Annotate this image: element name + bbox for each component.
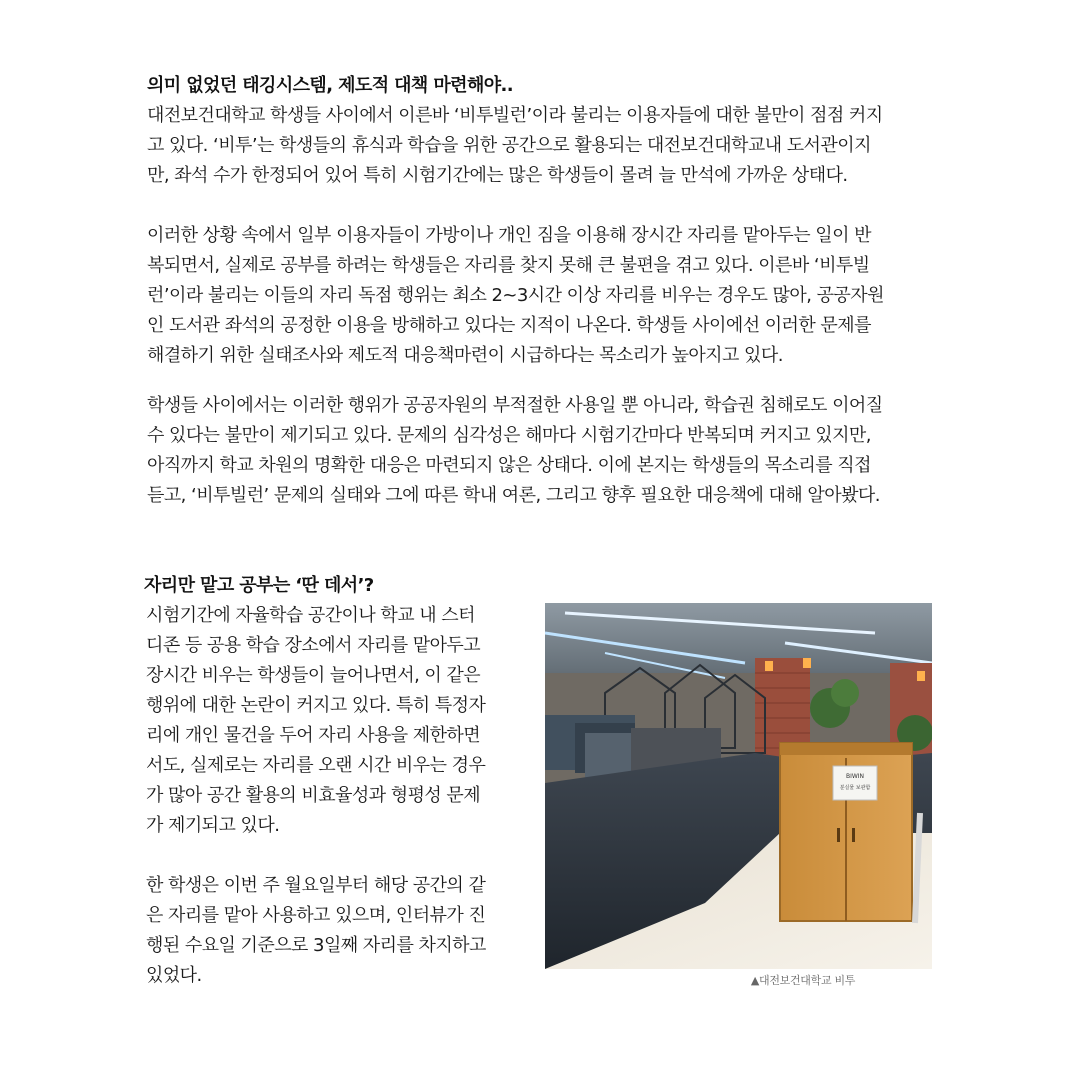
paragraph-line: 수 있다는 불만이 제기되고 있다. 문제의 심각성은 해마다 시험기간마다 반복되며 커지고 있지만, <box>147 425 871 446</box>
paragraph-line: 대전보건대학교 학생들 사이에서 이른바 ‘비투빌런’이라 불리는 이용자들에 대한 불만이 점점 커지 <box>147 105 883 126</box>
paragraph-line: 만, 좌석 수가 한정되어 있어 특히 시험기간에는 많은 학생들이 몰려 늘 만석에 가까운 상태다. <box>147 165 848 186</box>
paragraph-line: 장시간 비우는 학생들이 늘어나면서, 이 같은 <box>146 665 481 686</box>
section-heading-tagging-system: 의미 없었던 태깅시스템, 제도적 대책 마련해야.. <box>147 75 514 96</box>
paragraph-line: 학생들 사이에서는 이러한 행위가 공공자원의 부적절한 사용일 뿐 아니라, 학습권 침해로도 이어질 <box>147 395 883 416</box>
photo-caption: ▲대전보건대학교 비투 <box>750 974 856 987</box>
paragraph-line: 행위에 대한 논란이 커지고 있다. 특히 특정자 <box>146 695 486 716</box>
paragraph-line: 리에 개인 물건을 두어 자리 사용을 제한하면 <box>146 725 481 746</box>
paragraph-line: 한 학생은 이번 주 월요일부터 해당 공간의 같 <box>146 875 486 896</box>
paragraph-line: 인 도서관 좌석의 공정한 이용을 방해하고 있다는 지적이 나온다. 학생들 사이에선 이러한 문제를 <box>147 315 871 336</box>
paragraph-line: 은 자리를 맡아 사용하고 있으며, 인터뷰가 진 <box>146 905 486 926</box>
paragraph-line: 이러한 상황 속에서 일부 이용자들이 가방이나 개인 짐을 이용해 장시간 자리를 맡아두는 일이 반 <box>147 225 871 246</box>
paragraph-line: 복되면서, 실제로 공부를 하려는 학생들은 자리를 찾지 못해 큰 불편을 겪고 있다. 이른바 ‘비투빌 <box>147 255 870 276</box>
paragraph-line: 디존 등 공용 학습 장소에서 자리를 맡아두고 <box>146 635 481 656</box>
cabinet-sign-line1: BIWIN <box>845 773 865 780</box>
paragraph-line: 해결하기 위한 실태조사와 제도적 대응책마련이 시급하다는 목소리가 높아지고 있다. <box>147 345 783 366</box>
paragraph-student-interview <box>146 871 486 991</box>
paragraph-line: 가 많아 공간 활용의 비효율성과 형평성 문제 <box>146 785 481 806</box>
paragraph-line: 행된 수요일 기준으로 3일째 자리를 차지하고 <box>146 935 486 956</box>
paragraph-line: 런’이라 불리는 이들의 자리 독점 행위는 최소 2~3시간 이상 자리를 비우는 경우도 많아, 공공자원 <box>147 285 884 306</box>
paragraph-situation <box>147 221 884 371</box>
library-photo <box>545 603 932 969</box>
paragraph-line: 아직까지 학교 차원의 명확한 대응은 마련되지 않은 상태다. 이에 본지는 학생들의 목소리를 직접 <box>147 455 871 476</box>
section-heading-seat-reserving: 자리만 맡고 공부는 ‘딴 데서’? <box>144 575 374 596</box>
paragraph-line: 서도, 실제로는 자리를 오랜 시간 비우는 경우 <box>146 755 486 776</box>
paragraph-line: 시험기간에 자율학습 공간이나 학교 내 스터 <box>146 605 475 626</box>
paragraph-line: 듣고, ‘비투빌런’ 문제의 실태와 그에 따른 학내 여론, 그리고 향후 필요한 대응책에 대해 알아봤다. <box>147 485 880 506</box>
paragraph-line: 있었다. <box>146 965 202 986</box>
paragraph-complaints <box>147 391 883 511</box>
paragraph-study-space <box>146 601 485 841</box>
paragraph-line: 가 제기되고 있다. <box>146 815 280 836</box>
cabinet-sign-line2: 분실물 보관함 <box>839 785 871 791</box>
paragraph-intro <box>147 101 883 191</box>
paragraph-line: 고 있다. ‘비투’는 학생들의 휴식과 학습을 위한 공간으로 활용되는 대전보건대학교내 도서관이지 <box>147 135 871 156</box>
